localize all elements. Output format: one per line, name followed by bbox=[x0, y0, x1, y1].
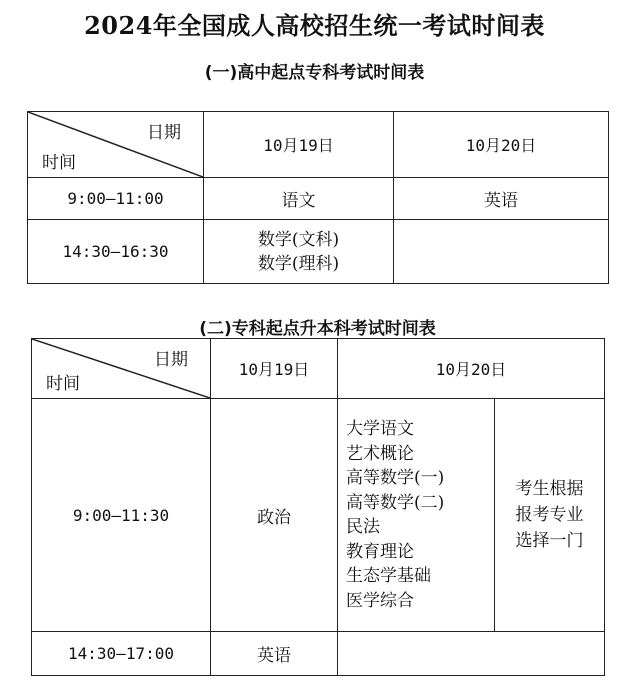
subject-item: 大学语文 bbox=[346, 419, 414, 439]
note-line: 选择一门 bbox=[515, 531, 584, 551]
table2-day1-header: 10月19日 bbox=[211, 339, 338, 399]
subject-line: 数学(文科) bbox=[257, 229, 340, 250]
table1-day2-header: 10月20日 bbox=[394, 112, 609, 178]
time-label: 时间 bbox=[42, 153, 76, 173]
table1-row1-day2: 英语 bbox=[394, 178, 609, 220]
table2-day2-header: 10月20日 bbox=[338, 339, 605, 399]
table2-row1-time: 9:00—11:30 bbox=[32, 399, 211, 632]
date-label: 日期 bbox=[154, 350, 188, 370]
table1-row1-day1: 语文 bbox=[204, 178, 394, 220]
table1-row2-day1 bbox=[204, 220, 394, 284]
subject-item: 教育理论 bbox=[346, 541, 414, 562]
table1-row2-day2 bbox=[394, 220, 609, 284]
subject-item: 医学综合 bbox=[346, 590, 414, 611]
table2 bbox=[31, 338, 605, 676]
table2-title: (二)专科起点升本科考试时间表 bbox=[199, 319, 436, 339]
table2-row1-day2-note bbox=[495, 399, 605, 632]
subject-item: 民法 bbox=[346, 517, 380, 537]
table1-day1-header: 10月19日 bbox=[204, 112, 394, 178]
subject-item: 高等数学(二) bbox=[346, 492, 445, 513]
subject-item: 艺术概论 bbox=[346, 443, 414, 464]
note-line: 报考专业 bbox=[515, 505, 584, 525]
table2-row1-day2-subjects bbox=[338, 399, 495, 632]
table2-row1-day1: 政治 bbox=[211, 399, 338, 632]
note-line: 考生根据 bbox=[515, 479, 584, 499]
table2-row2-time: 14:30—17:00 bbox=[32, 632, 211, 676]
subject-item: 高等数学(一) bbox=[346, 468, 445, 488]
time-label: 时间 bbox=[46, 374, 80, 394]
date-label: 日期 bbox=[147, 123, 181, 143]
table1 bbox=[27, 111, 609, 284]
subject-item: 生态学基础 bbox=[346, 566, 431, 586]
table2-row2-day2 bbox=[338, 632, 605, 676]
table1-title: (一)高中起点专科考试时间表 bbox=[204, 63, 425, 83]
table2-header-corner bbox=[32, 339, 211, 399]
table1-row2-time: 14:30—16:30 bbox=[28, 220, 204, 284]
table2-row2-day1: 英语 bbox=[211, 632, 338, 676]
table1-row1-time: 9:00—11:00 bbox=[28, 178, 204, 220]
page-title: 2024年全国成人高校招生统一考试时间表 bbox=[84, 11, 545, 40]
table1-header-corner bbox=[28, 112, 204, 178]
subject-line: 数学(理科) bbox=[257, 253, 340, 274]
